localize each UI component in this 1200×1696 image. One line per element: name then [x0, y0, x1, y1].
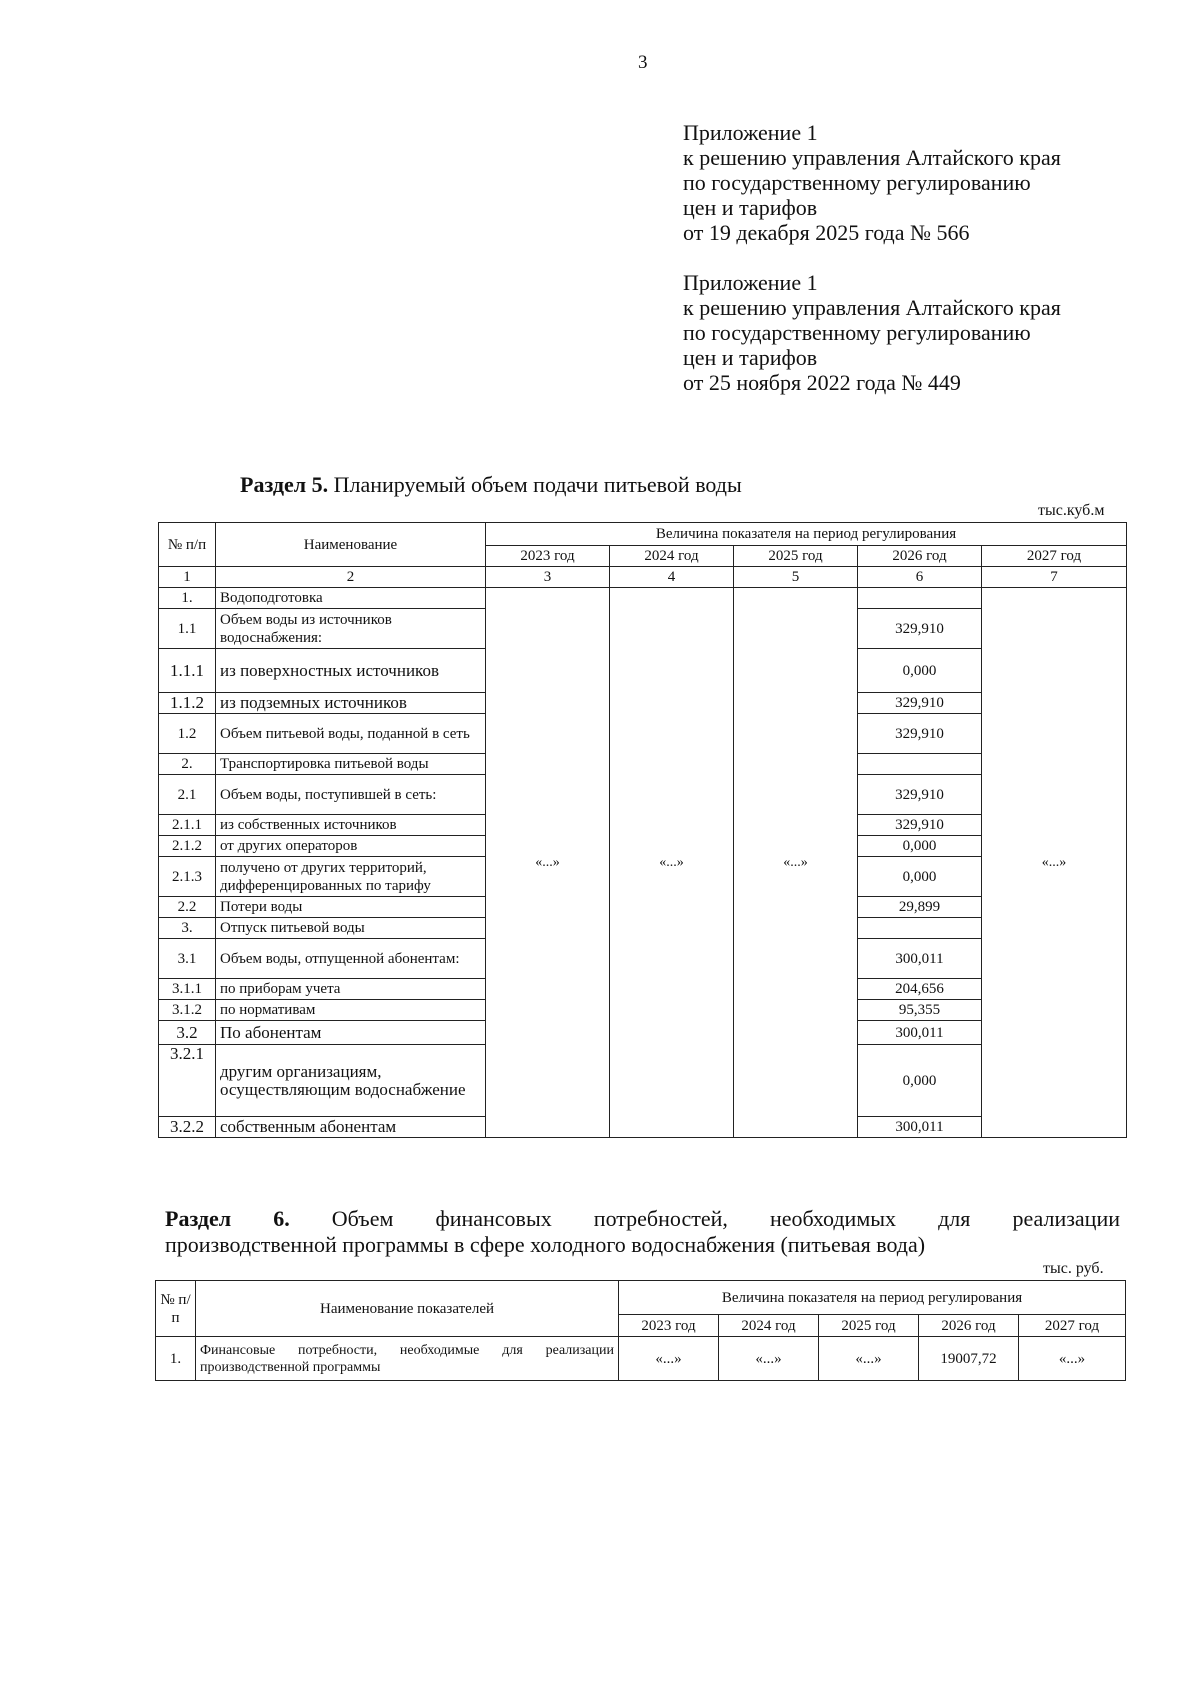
column-number: 3	[486, 567, 610, 588]
section6-title-bold: Раздел 6.	[165, 1206, 290, 1231]
col-header-year: 2026 год	[919, 1315, 1019, 1337]
value-cell-2026: 29,899	[858, 897, 982, 918]
row-name: по приборам учета	[216, 979, 486, 1000]
table-row	[156, 1337, 1126, 1381]
value-cell-2026: 204,656	[858, 979, 982, 1000]
row-name: от других операторов	[216, 836, 486, 857]
appendix-line: по государственному регулированию	[683, 320, 1031, 345]
row-name: Потери воды	[216, 897, 486, 918]
section6-title	[165, 1206, 1120, 1258]
column-number: 7	[982, 567, 1127, 588]
col-header-period: Величина показателя на период регулирования	[619, 1281, 1126, 1315]
appendix-title: Приложение 1	[683, 270, 818, 295]
row-number: 3.2	[159, 1021, 216, 1045]
value-cell-2026: 300,011	[858, 939, 982, 979]
row-name: из собственных источников	[216, 815, 486, 836]
row-number: 2.1	[159, 775, 216, 815]
col-header-year: 2026 год	[858, 546, 982, 567]
value-cell: «...»	[619, 1337, 719, 1381]
row-number: 2.2	[159, 897, 216, 918]
table-row	[159, 588, 1127, 609]
appendix-block-new	[683, 120, 1061, 245]
row-name: собственным абонентам	[216, 1117, 486, 1138]
section5-title-bold: Раздел 5.	[240, 472, 329, 497]
col-header-year: 2025 год	[734, 546, 858, 567]
section5-unit: тыс.куб.м	[1038, 502, 1105, 519]
value-cell: «...»	[1019, 1337, 1126, 1381]
col-header-year: 2027 год	[982, 546, 1127, 567]
col-header-period: Величина показателя на период регулирования	[486, 523, 1127, 546]
appendix-date: от 19 декабря 2025 года № 566	[683, 220, 970, 245]
row-number: 1.	[159, 588, 216, 609]
column-number: 4	[610, 567, 734, 588]
table-header-row	[159, 523, 1127, 546]
value-cell-2026: 0,000	[858, 836, 982, 857]
col-header-name: Наименование	[216, 523, 486, 567]
section6-title-line2: производственной программы в сфере холодного водоснабжения (питьевая вода)	[165, 1232, 926, 1257]
section5-title-text: Планируемый объем подачи питьевой воды	[328, 472, 742, 497]
value-cell: «...»	[719, 1337, 819, 1381]
row-number: 3.2.1	[159, 1045, 216, 1117]
row-number: 2.1.1	[159, 815, 216, 836]
row-name: получено от других территорий, дифференцированных по тарифу	[216, 857, 486, 897]
row-number: 3.1.2	[159, 1000, 216, 1021]
row-name: Отпуск питьевой воды	[216, 918, 486, 939]
appendix-title: Приложение 1	[683, 120, 818, 145]
page-number: 3	[638, 52, 648, 73]
section6-title-text: Объем финансовых потребностей, необходимых для реализации	[289, 1206, 1120, 1231]
row-number: 2.1.3	[159, 857, 216, 897]
appendix-line: цен и тарифов	[683, 345, 818, 370]
value-cell-2026	[858, 754, 982, 775]
col-header-year: 2023 год	[486, 546, 610, 567]
placeholder-cell: «...»	[982, 588, 1127, 1138]
column-number: 6	[858, 567, 982, 588]
row-name: Объем воды, поступившей в сеть:	[216, 775, 486, 815]
appendix-line: по государственному регулированию	[683, 170, 1031, 195]
row-number: 2.1.2	[159, 836, 216, 857]
column-number: 5	[734, 567, 858, 588]
section5-title	[240, 472, 742, 498]
col-header-year: 2027 год	[1019, 1315, 1126, 1337]
row-name: Финансовые потребности, необходимые для реализации производственной программы	[196, 1337, 619, 1381]
section6-table	[155, 1280, 1126, 1381]
value-cell: 19007,72	[919, 1337, 1019, 1381]
col-header-number: № п/п	[159, 523, 216, 567]
appendix-line: к решению управления Алтайского края	[683, 145, 1061, 170]
value-cell-2026	[858, 588, 982, 609]
row-name: Объем питьевой воды, поданной в сеть	[216, 714, 486, 754]
row-number: 1.	[156, 1337, 196, 1381]
placeholder-cell: «...»	[486, 588, 610, 1138]
row-number: 2.	[159, 754, 216, 775]
col-header-name: Наименование показателей	[196, 1281, 619, 1337]
value-cell: «...»	[819, 1337, 919, 1381]
value-cell-2026: 300,011	[858, 1021, 982, 1045]
col-header-number: № п/п	[156, 1281, 196, 1337]
row-name: другим организациям, осуществляющим водоснабжение	[216, 1045, 486, 1117]
row-name: Объем воды, отпущенной абонентам:	[216, 939, 486, 979]
section5-table-body	[159, 523, 1127, 1138]
row-number: 1.1.1	[159, 649, 216, 693]
value-cell-2026: 300,011	[858, 1117, 982, 1138]
row-name: Транспортировка питьевой воды	[216, 754, 486, 775]
value-cell-2026: 0,000	[858, 857, 982, 897]
appendix-date: от 25 ноября 2022 года № 449	[683, 370, 961, 395]
value-cell-2026: 329,910	[858, 693, 982, 714]
column-number: 2	[216, 567, 486, 588]
row-name: Водоподготовка	[216, 588, 486, 609]
row-number: 1.1	[159, 609, 216, 649]
placeholder-cell: «...»	[610, 588, 734, 1138]
col-header-year: 2025 год	[819, 1315, 919, 1337]
value-cell-2026: 0,000	[858, 1045, 982, 1117]
value-cell-2026: 329,910	[858, 609, 982, 649]
col-header-year: 2024 год	[610, 546, 734, 567]
row-number: 3.2.2	[159, 1117, 216, 1138]
row-name: По абонентам	[216, 1021, 486, 1045]
row-name: Объем воды из источников водоснабжения:	[216, 609, 486, 649]
row-number: 1.1.2	[159, 693, 216, 714]
row-number: 1.2	[159, 714, 216, 754]
appendix-line: к решению управления Алтайского края	[683, 295, 1061, 320]
section6-unit: тыс. руб.	[1043, 1260, 1104, 1277]
row-name: из подземных источников	[216, 693, 486, 714]
placeholder-cell: «...»	[734, 588, 858, 1138]
row-number: 3.1.1	[159, 979, 216, 1000]
appendix-line: цен и тарифов	[683, 195, 818, 220]
section6-title-line1	[165, 1206, 1120, 1232]
column-number: 1	[159, 567, 216, 588]
value-cell-2026: 329,910	[858, 775, 982, 815]
row-number: 3.1	[159, 939, 216, 979]
value-cell-2026: 95,355	[858, 1000, 982, 1021]
row-name: из поверхностных источников	[216, 649, 486, 693]
value-cell-2026: 329,910	[858, 815, 982, 836]
table-header-row	[156, 1281, 1126, 1315]
column-number-row	[159, 567, 1127, 588]
col-header-year: 2023 год	[619, 1315, 719, 1337]
value-cell-2026: 0,000	[858, 649, 982, 693]
section5-table	[158, 522, 1127, 1138]
row-name: по нормативам	[216, 1000, 486, 1021]
appendix-block-original	[683, 270, 1061, 395]
value-cell-2026	[858, 918, 982, 939]
col-header-year: 2024 год	[719, 1315, 819, 1337]
value-cell-2026: 329,910	[858, 714, 982, 754]
row-number: 3.	[159, 918, 216, 939]
